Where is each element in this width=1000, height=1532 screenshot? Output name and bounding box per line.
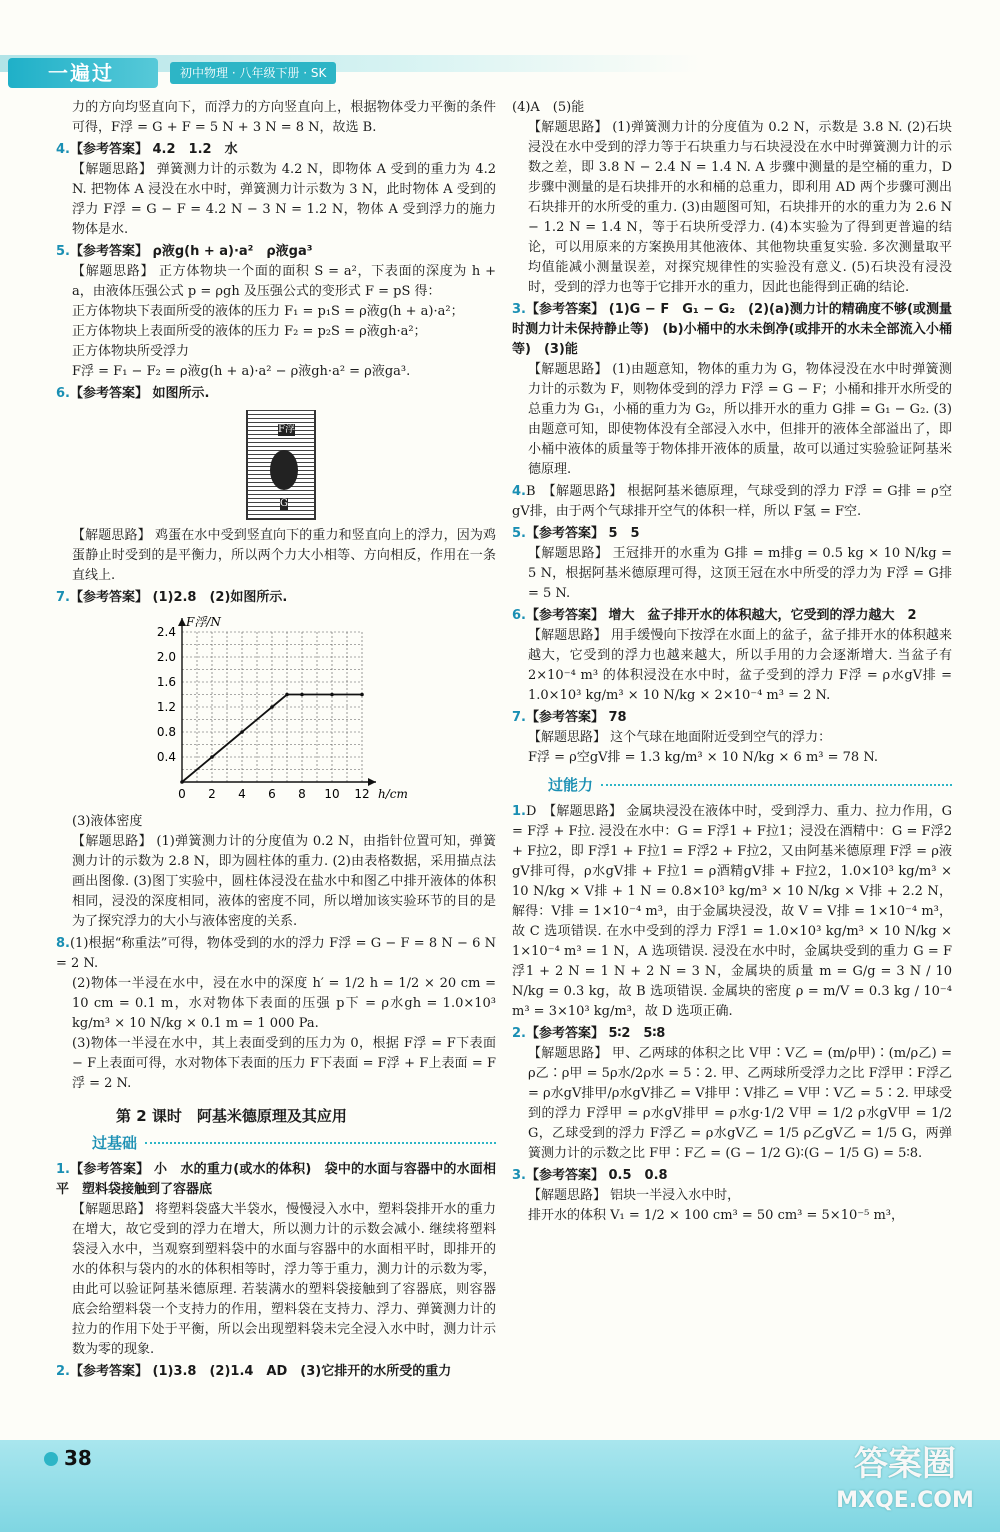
y-tick-label: 0.8 <box>156 725 176 739</box>
solution-line: F浮 = F₁ − F₂ = ρ液g(h + a)·a² − ρ液gh·a² = ρ液ga³. <box>72 364 411 379</box>
ribbon-divider <box>601 784 952 786</box>
y-tick-label: 0.4 <box>156 750 176 764</box>
x-tick-label: 0 <box>178 787 186 801</box>
basic-question-5 <box>512 524 952 604</box>
x-axis-arrow <box>368 778 376 786</box>
logo: 一遍过 <box>8 58 158 88</box>
x-tick-label: 10 <box>324 787 340 801</box>
question-number: 2. <box>56 1364 70 1379</box>
sub-answer: (3)液体密度 <box>72 814 143 829</box>
question-5 <box>56 242 496 382</box>
solution: 【解题思路】 (1)弹簧测力计的分度值为 0.2 N，示数是 3.8 N. (2)石块浸没在水中受到的浮力等于石块重力与石块浸没在水中时弹簧测力计的示数之差，即 3.8 N − 2.4 N = 1.4 N. A 步骤中测量的是空桶的重力，D 步骤中测量的是石块排开的水和桶的总重力，即利用 AD 两个步骤可测出石块排开的水所受的重力. (3)由题图可知，石块排开的水的重力为 2.6 N − 1.2 N = 1.4 N，等于石块所受浮力. (4)本实验为了得到更普遍的结论，可以用原来的方案换用其他液体、其他物块重复实验. 多次测量取平均值能减小测量误差，对探究规律性的实验没有意义. (5)石块没有浸没时，受到的浮力也等于它排开水的重力，因此也能得到正确的结论. <box>528 120 952 295</box>
section-ribbon <box>512 774 952 796</box>
x-tick-label: 2 <box>208 787 216 801</box>
continuation-answer: (4)A (5)能 <box>512 100 585 115</box>
solution-line: 正方体物块下表面所受的液体的压力 F₁ = p₁S = ρ液g(h + a)·a²； <box>72 304 464 319</box>
solution: 【解题思路】 这个气球在地面附近受到空气的浮力： <box>528 730 832 745</box>
solution: D 【解题思路】 金属块浸没在液体中时，受到浮力、重力、拉力作用，G = F浮 + F拉. 浸没在水中：G = F浮1 + F拉1；浸没在酒精中：G = F浮2 + F拉2，即 F浮1 + F拉1 = F浮2 + F拉2，又由阿基米德原理 F浮 = ρ液gV排可得，ρ水gV排 + F拉1 = ρ酒精gV排 + F拉2，1.0×10³ kg/m³ × 10 N/kg × V排 + 1 N = 0.8×10³ kg/m³ × 10 N/kg × V排 + 2.2 N，解得：V排 = 1×10⁻⁴ m³，由于金属块浸没，故 V = V排 = 1×10⁻⁴ m³，故 C 选项错误. 在水中受到的浮力 F浮1 = 1.0×10³ kg/m³ × 10 N/kg × 1×10⁻⁴ m³ = 1 N，A 选项错误. 浸没在水中时，金属块受到的重力 G = F浮1 + 2 N = 1 N + 2 N = 3 N，金属块的质量 m = G/g = 3 N / 10 N/kg = 0.3 kg，故 B 选项错误. 金属块的密度 ρ = m/V = 0.3 kg / 10⁻⁴ m³ = 3×10³ kg/m³，故 D 选项正确. <box>512 804 952 1019</box>
x-tick-label: 8 <box>298 787 306 801</box>
right-column <box>512 98 952 1226</box>
gravity-label: G <box>280 498 288 509</box>
chart-svg <box>136 612 436 812</box>
solution: 【解题思路】 王冠排开的水重为 G排 = m排g = 0.5 kg × 10 N/kg = 5 N，根据阿基米德原理可得，这顶王冠在水中所受的浮力为 F浮 = G排 = 5 N. <box>528 546 952 601</box>
x-tick-label: 4 <box>238 787 246 801</box>
ability-question-1 <box>512 802 952 1022</box>
lesson-title: 第 2 课时 阿基米德原理及其应用 <box>116 1107 347 1125</box>
question-number: 7. <box>512 710 526 725</box>
y-tick-label: 1.2 <box>156 700 176 714</box>
basic-question-7 <box>512 708 952 768</box>
answer: 【参考答案】 4.2 1.2 水 <box>69 142 238 157</box>
answer: 【参考答案】 ρ液g(h + a)·a² ρ液ga³ <box>69 244 313 259</box>
basic-question-2 <box>56 1362 496 1382</box>
answer: 【参考答案】 5∶2 5∶8 <box>525 1026 666 1041</box>
left-column <box>56 98 496 1382</box>
y-tick-label: 2.0 <box>156 650 176 664</box>
solution: 【解题思路】 正方体物块一个面的面积 S = a²，下表面的深度为 h + a，由液体压强公式 p = ρgh 及压强公式的变形式 F = pS 得： <box>72 264 496 299</box>
basic-question-3 <box>512 300 952 480</box>
solution-line: 正方体物块上表面所受的液体的压力 F₂ = p₂S = ρ液gh·a²； <box>72 324 427 339</box>
ability-question-2 <box>512 1024 952 1164</box>
section-ribbon <box>56 1132 496 1154</box>
basic-question-6 <box>512 606 952 706</box>
egg-shape <box>270 450 298 490</box>
ribbon-label: 过基础 <box>92 1134 138 1152</box>
ability-question-3 <box>512 1166 952 1226</box>
question-number: 5. <box>56 244 70 259</box>
y-tick-label: 2.4 <box>156 625 176 639</box>
y-axis-arrow <box>178 618 186 626</box>
page-number: 38 <box>64 1446 92 1470</box>
basic-question-1 <box>56 1160 496 1360</box>
solution-line: 正方体物块所受浮力 <box>72 344 190 359</box>
answer: 【参考答案】 (1)2.8 (2)如图所示. <box>69 590 288 605</box>
x-tick-label: 6 <box>268 787 276 801</box>
question-number: 6. <box>512 608 526 623</box>
question-4 <box>56 140 496 240</box>
solution-line: (3)物体一半浸在水中，其上表面受到的压力为 0，根据 F浮 = F下表面 − F上表面可得，水对物体下表面的压力 F下表面 = F浮 + F上表面 = F浮 = 2 N. <box>72 1036 496 1091</box>
ribbon-divider <box>145 1142 496 1144</box>
solution: 【解题思路】 (1)由题意知，物体的重力为 G，物体浸没在水中时弹簧测力计的示数为 F，则物体受到的浮力 F浮 = G − F；小桶和排开水所受的总重力为 G₁，小桶的重力为 G₂，所以排开水的重力 G排 = G₁ − G₂. (3)由题意可知，即使物体没有全部浸入水中，但排开的液体全部溢出了，即小桶中液体的质量等于物体排开液体的质量，故可以通过实验验证阿基米德原理. <box>528 362 952 477</box>
data-point <box>210 755 214 759</box>
y-axis-label: F浮/N <box>186 615 221 629</box>
data-point <box>285 693 289 697</box>
y-tick-label: 1.6 <box>156 675 176 689</box>
solution-line: (2)物体一半浸在水中，浸在水中的深度 h′ = 1/2 h = 1/2 × 20 cm = 10 cm = 0.1 m，水对物体下表面的压强 p下 = ρ水gh = 1.0×10³ kg/m³ × 10 N/kg × 0.1 m = 1 000 Pa. <box>72 976 496 1031</box>
egg-in-water-figure <box>246 410 316 520</box>
question-number: 4. <box>512 484 526 499</box>
ribbon-label: 过能力 <box>548 776 594 794</box>
answer: 【参考答案】 (1)G − F G₁ − G₂ (2)(a)测力计的精确度不够(或测量时测力计未保持静止等) (b)小桶中的水未倒净(或排开的水未全部流入小桶等) (3)能 <box>512 302 952 357</box>
watermark-url: MXQE.COM <box>836 1488 974 1513</box>
x-tick-label: 12 <box>354 787 370 801</box>
question-number: 5. <box>512 526 526 541</box>
answer: 【参考答案】 (1)3.8 (2)1.4 AD (3)它排开的水所受的重力 <box>69 1364 452 1379</box>
basic-question-4 <box>512 482 952 522</box>
question-7 <box>56 588 496 932</box>
question-number: 4. <box>56 142 70 157</box>
subject-tag: 初中物理 · 八年级下册 · SK <box>170 62 336 84</box>
question-number: 3. <box>512 1168 526 1183</box>
buoyancy-label: F浮 <box>278 424 295 435</box>
solution-line: 排开水的体积 V₁ = 1/2 × 100 cm³ = 50 cm³ = 5×10⁻⁵ m³， <box>528 1208 904 1223</box>
question-number: 6. <box>56 386 70 401</box>
solution: 【解题思路】 弹簧测力计的示数为 4.2 N，即物体 A 受到的重力为 4.2 N. 把物体 A 浸没在水中时，弹簧测力计示数为 3 N，此时物体 A 受到的浮力 F浮 = G − F = 4.2 N − 3 N = 1.2 N，物体 A 受到浮力的施力物体是水. <box>72 162 496 237</box>
solution-line: F浮 = ρ空gV排 = 1.3 kg/m³ × 10 N/kg × 6 m³ = 78 N. <box>528 750 879 765</box>
page-header <box>0 0 1000 85</box>
data-point <box>180 780 184 784</box>
question-8 <box>56 934 496 1094</box>
solution: B 【解题思路】 根据阿基米德原理，气球受到的浮力 F浮 = G排 = ρ空gV排，由于两个气球排开空气的体积一样，所以 F氢 = F空. <box>512 484 952 519</box>
answer: 【参考答案】 增大 盆子排开水的体积越大，它受到的浮力越大 2 <box>525 608 917 623</box>
solution: 【解题思路】 鸡蛋在水中受到竖直向下的重力和竖直向上的浮力，因为鸡蛋静止时受到的是平衡力，所以两个力大小相等、方向相反，作用在一条直线上. <box>72 528 496 583</box>
solution: 【解题思路】 铝块一半浸入水中时， <box>528 1188 741 1203</box>
continuation-text: 力的方向均竖直向下，而浮力的方向竖直向上，根据物体受力平衡的条件可得，F浮 = G + F = 5 N + 3 N = 8 N，故选 B. <box>72 100 496 135</box>
solution: 【解题思路】 将塑料袋盛大半袋水，慢慢浸入水中，塑料袋排开水的重力在增大，故它受到的浮力在增大，所以测力计的示数会减小. 继续将塑料袋浸入水中，当观察到塑料袋中的水面与容器中的水面相平时，即排开的水的体积与袋内的水的体积相等时，浮力等于重力，测力计的示数为零，由此可以验证阿基米德原理. 若装满水的塑料袋接触到了容器底，则容器底会给塑料袋一个支持力的作用，塑料袋在支持力、浮力、弹簧测力计的拉力的作用下处于平衡，所以会出现塑料袋未完全浸入水中时，测力计示数为零的现象. <box>72 1202 496 1357</box>
x-axis-label: h/cm <box>378 787 408 801</box>
buoyancy-depth-chart <box>136 612 436 812</box>
question-number: 3. <box>512 302 526 317</box>
answer: 【参考答案】 0.5 0.8 <box>525 1168 668 1183</box>
solution: 【解题思路】 甲、乙两球的体积之比 V甲∶V乙 = (m/ρ甲)∶(m/ρ乙) = ρ乙∶ρ甲 = 5ρ水/2ρ水 = 5∶2. 甲、乙两球所受浮力之比 F浮甲∶F浮乙 = ρ水gV排甲/ρ水gV排乙 = V排甲∶V排乙 = V甲∶V乙 = 5∶2. 甲球受到的浮力 F浮甲 = ρ水gV排甲 = ρ水g·1/2 V甲 = 1/2 ρ水gV甲 = 1/2 G，乙球受到的浮力 F浮乙 = ρ水gV乙 = 1/5 ρ乙gV乙 = 1/5 G，两弹簧测力计的示数之比 F甲∶F乙 = (G − 1/2 G)∶(G − 1/5 G) = 5∶8. <box>528 1046 952 1161</box>
data-point <box>270 705 274 709</box>
data-point <box>330 693 334 697</box>
answer: 【参考答案】 78 <box>525 710 627 725</box>
question-number: 2. <box>512 1026 526 1041</box>
data-point <box>240 730 244 734</box>
question-6 <box>56 384 496 586</box>
question-number: 1. <box>56 1162 70 1177</box>
data-point <box>360 693 364 697</box>
solution: 【解题思路】 用手缓慢向下按浮在水面上的盆子，盆子排开水的体积越来越大，它受到的浮力也越来越大，所以手用的力会逐渐增大. 当盆子有 2×10⁻⁴ m³ 的体积浸没在水中时，盆子受到的浮力 F浮 = ρ水gV排 = 1.0×10³ kg/m³ × 10 N/kg × 2×10⁻⁴ m³ = 2 N. <box>528 628 952 703</box>
answer: 【参考答案】 如图所示. <box>69 386 210 401</box>
watermark <box>830 1442 980 1528</box>
watermark-title: 答案圈 <box>854 1444 956 1484</box>
solution-line: (1)根据“称重法”可得，物体受到的水的浮力 F浮 = G − F = 8 N − 6 N = 2 N. <box>56 936 496 971</box>
question-number: 1. <box>512 804 526 819</box>
answer: 【参考答案】 5 5 <box>525 526 640 541</box>
page-marker-icon <box>44 1452 58 1466</box>
question-number: 7. <box>56 590 70 605</box>
solution: 【解题思路】 (1)弹簧测力计的分度值为 0.2 N，由指针位置可知，弹簧测力计的示数为 2.8 N，即为圆柱体的重力. (2)由表格数据，采用描点法画出图像. (3)图丁实验中，圆柱体浸没在盐水中和图乙中排开液体的体积相同，浸没的深度相同，液体的密度不同，所以增加该实验环节的目的是为了探究浮力的大小与液体密度的关系. <box>72 834 496 929</box>
data-point <box>300 693 304 697</box>
answer: 【参考答案】 小 水的重力(或水的体积) 袋中的水面与容器中的水面相平 塑料袋接触到了容器底 <box>56 1162 496 1197</box>
question-number: 8. <box>56 936 70 951</box>
